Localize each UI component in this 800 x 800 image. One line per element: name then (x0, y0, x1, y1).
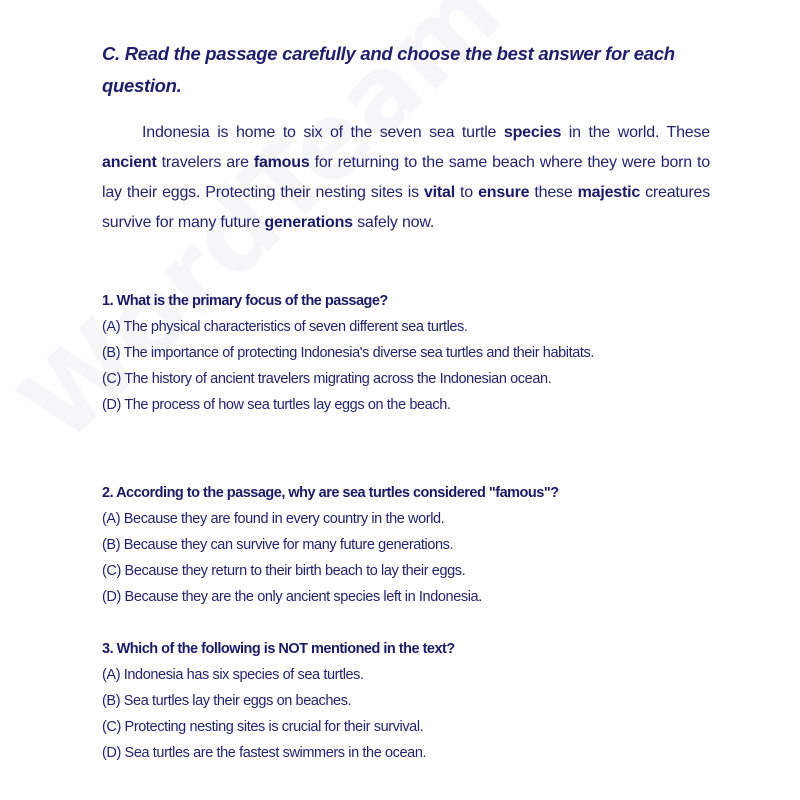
answer-option-d: (D) Because they are the only ancient species left in Indonesia. (102, 589, 482, 605)
answer-option-a: (A) Because they are found in every country in the world. (102, 511, 445, 527)
reading-passage (102, 118, 710, 238)
answer-option-d: (D) The process of how sea turtles lay eggs on the beach. (102, 397, 451, 413)
answer-option-c: (C) Because they return to their birth beach to lay their eggs. (102, 563, 466, 579)
passage-bold-word: famous (253, 154, 310, 171)
passage-bold-word: generations (264, 214, 353, 231)
passage-text: Indonesia is home to six of the seven sea turtle (142, 124, 504, 141)
answer-option-d: (D) Sea turtles are the fastest swimmers in the ocean. (102, 745, 427, 761)
passage-text: safely now. (352, 214, 435, 231)
answer-option-a: (A) Indonesia has six species of sea turtles. (102, 667, 364, 683)
section-heading: C. Read the passage carefully and choose the best answer for each question. (102, 43, 675, 96)
passage-text: in the world. These (561, 124, 711, 141)
answer-option-b: (B) Sea turtles lay their eggs on beaches. (102, 693, 352, 709)
answer-option-a: (A) The physical characteristics of seven different sea turtles. (102, 319, 468, 335)
passage-bold-word: vital (423, 184, 455, 201)
passage-text: these (529, 184, 578, 201)
question-title: 2. According to the passage, why are sea turtles considered "famous"? (102, 485, 559, 501)
question-1 (102, 288, 722, 418)
answer-option-c: (C) The history of ancient travelers migrating across the Indonesian ocean. (102, 371, 552, 387)
passage-text: for returning to the same beach where they were born to lay their eggs. Protecting their nesting sites is (102, 154, 710, 201)
passage-text: travelers are (156, 154, 254, 171)
passage-bold-word: ensure (478, 184, 530, 201)
answer-option-c: (C) Protecting nesting sites is crucial for their survival. (102, 719, 424, 735)
passage-text: creatures survive for many future (102, 184, 710, 231)
question-3 (102, 636, 722, 766)
passage-bold-word: species (503, 124, 562, 141)
passage-text: to (455, 184, 479, 201)
passage-bold-word: ancient (102, 154, 157, 171)
passage-bold-word: majestic (577, 184, 641, 201)
question-2 (102, 480, 722, 610)
question-title: 3. Which of the following is NOT mentioned in the text? (102, 641, 455, 657)
answer-option-b: (B) The importance of protecting Indonesia's diverse sea turtles and their habitats. (102, 345, 594, 361)
answer-option-b: (B) Because they can survive for many future generations. (102, 537, 454, 553)
question-title: 1. What is the primary focus of the passage? (102, 293, 388, 309)
